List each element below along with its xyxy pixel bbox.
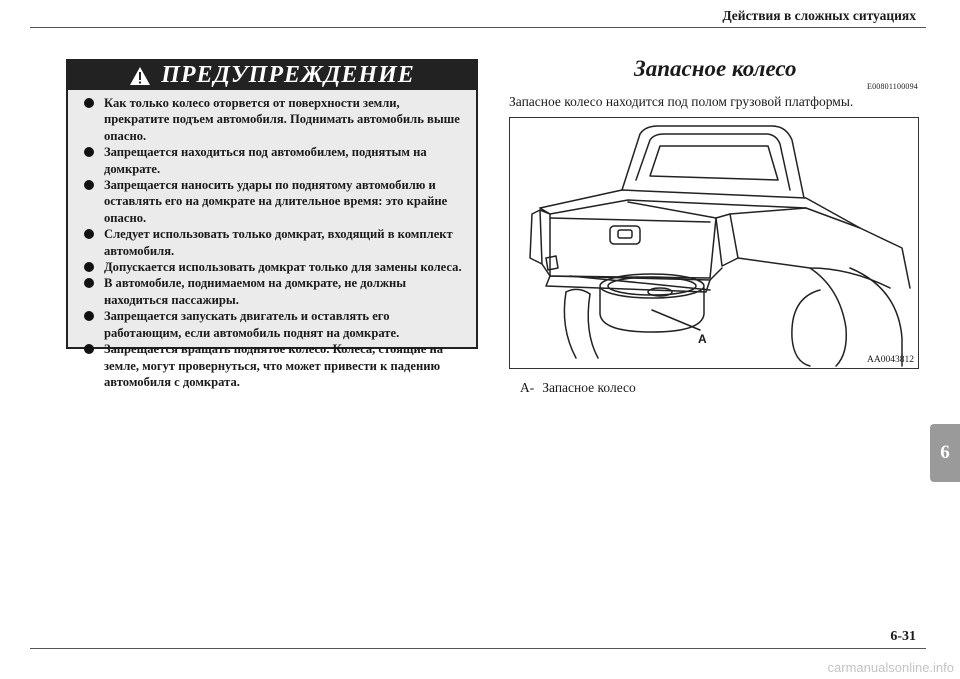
bullet-icon — [84, 229, 94, 239]
bullet-icon — [84, 344, 94, 354]
bullet-icon — [84, 278, 94, 288]
watermark: carmanualsonline.info — [827, 660, 954, 675]
figure-label-a: A — [698, 332, 707, 346]
warning-item-text: В автомобиле, поднимаемом на домкрате, не должны находиться пассажиры. — [104, 276, 407, 307]
section-text: Запасное колесо находится под полом грузовой платформы. — [509, 94, 854, 109]
warning-item-text: Следует использовать только домкрат, входящий в комплект автомобиля. — [104, 227, 453, 258]
warning-triangle-icon — [129, 66, 151, 86]
warning-title: ПРЕДУПРЕЖДЕНИЕ — [161, 62, 415, 88]
bullet-icon — [84, 180, 94, 190]
warning-item — [80, 226, 466, 259]
caption-text: Запасное колесо — [542, 380, 636, 395]
warning-item-text: Запрещается вращать поднятое колесо. Колеса, стоящие на земле, могут провернуться, что может привести к падению автомобиля с домкрата. — [104, 342, 444, 389]
section-code: E00801100094 — [867, 82, 918, 91]
caption-label: A- — [520, 380, 535, 395]
warning-header — [68, 61, 476, 90]
warning-box — [66, 59, 478, 389]
warning-item-text: Запрещается находиться под автомобилем, поднятым на домкрате. — [104, 145, 427, 176]
figure-code: AA0043812 — [867, 355, 914, 365]
warning-item — [80, 177, 466, 226]
header-rule — [30, 27, 926, 28]
warning-item — [80, 259, 466, 275]
warning-item-text: Запрещается наносить удары по поднятому автомобилю и оставлять его на домкрате на длительное время: это крайне опасно. — [104, 178, 448, 225]
warning-item-text: Запрещается запускать двигатель и оставлять его работающим, если автомобиль поднят на домкрате. — [104, 309, 400, 340]
header-title: Действия в сложных ситуациях — [722, 8, 916, 23]
section-title: Запасное колесо — [634, 56, 797, 81]
bullet-icon — [84, 311, 94, 321]
page-number: 6-31 — [890, 629, 916, 644]
warning-item-text: Как только колесо оторвется от поверхности земли, прекратите подъем автомобиля. Поднимать автомобиль выше опасно. — [104, 96, 460, 143]
warning-item — [80, 341, 466, 390]
spare-wheel-figure — [509, 117, 919, 369]
bullet-icon — [84, 147, 94, 157]
footer-rule — [30, 648, 926, 649]
warning-item — [80, 144, 466, 177]
warning-item — [80, 275, 466, 308]
bullet-icon — [84, 262, 94, 272]
bullet-icon — [84, 98, 94, 108]
warning-list — [68, 90, 476, 390]
chapter-tab: 6 — [930, 424, 960, 482]
warning-item — [80, 308, 466, 341]
pickup-truck-illustration — [510, 118, 918, 368]
warning-item-text: Допускается использовать домкрат только для замены колеса. — [104, 260, 462, 275]
warning-item — [80, 95, 466, 144]
figure-caption — [520, 380, 636, 396]
